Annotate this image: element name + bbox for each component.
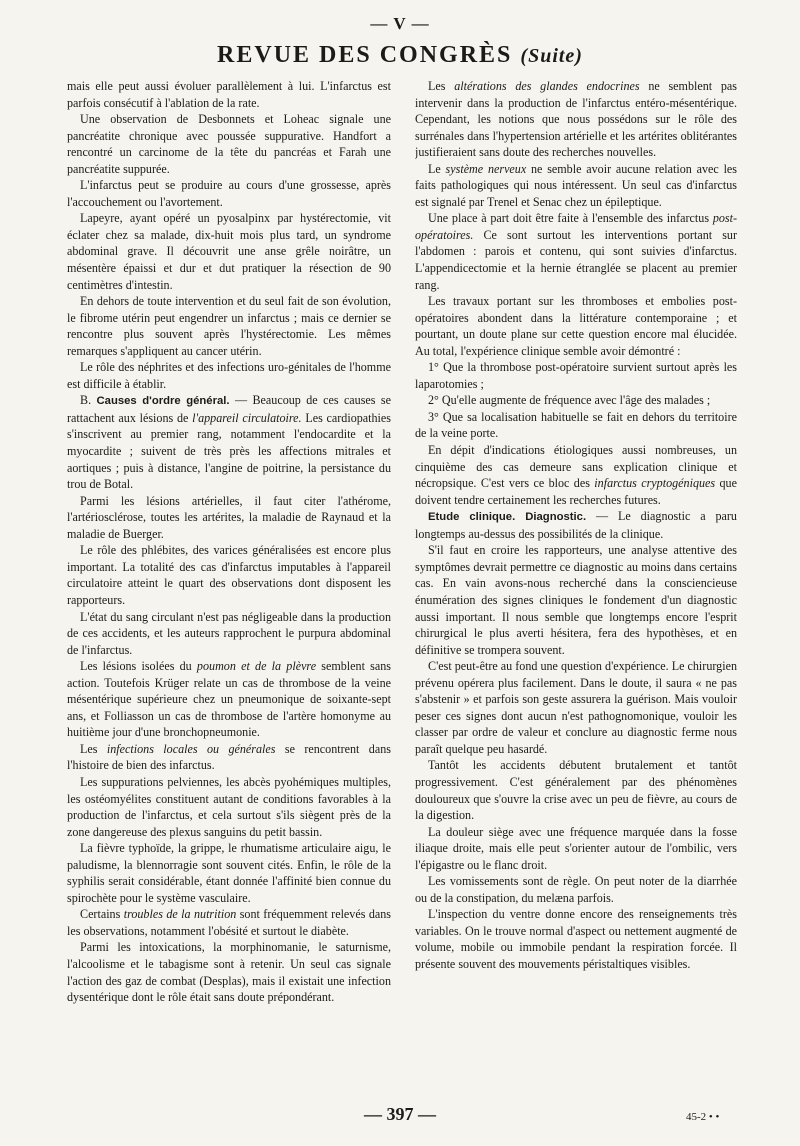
paragraph [415, 906, 737, 972]
header-page-number: — V — [370, 14, 430, 33]
text-run: Les vomissements sont de règle. On peut noter de la diarrhée ou de la constipation, du melæna parfois. [415, 874, 737, 905]
paragraph [67, 658, 391, 741]
paragraph [415, 210, 737, 293]
paragraph [67, 210, 391, 293]
text-run: mais elle peut aussi évoluer parallèlement à lui. L'infarctus est parfois consécutif à l'ablation de la rate. [67, 79, 391, 110]
text-run: Les cardiopathies s'inscrivent au premier rang, notamment l'endocardite et la myocardite ; suivent de très près les affections mitrales et aortiques ; puis à distance, l'angine de poitrine, la persistance du trou de Botal. [67, 410, 391, 492]
italic-phrase: infections locales ou générales [106, 741, 276, 756]
text-run: ne semble avoir aucune relation avec les faits pathologiques qui nous intéressent. Un seul cas d'infarctus est signalé par Trenel et Senac chez un épileptique. [415, 161, 737, 209]
paragraph [67, 78, 391, 111]
italic-phrase: post-opératoires. [415, 211, 737, 242]
paragraph [67, 939, 391, 1005]
text-run: L'infarctus peut se produire au cours d'une grossesse, après l'accouchement ou l'avortement. [67, 178, 391, 209]
text-run: Les suppurations pelviennes, les abcès pyohémiques multiples, les ostéomyélites constituent autant de conditions favorables à la production de l'infarctus, et cela surtout s'ils siègent près de la zone dangereuse des plexus sanguins du petit bassin. [67, 774, 391, 839]
paragraph [415, 873, 737, 906]
paragraph [415, 359, 737, 392]
text-run: Une place à part doit être faite à l'ensemble des infarctus [428, 211, 713, 226]
text-run: Ce sont surtout les interventions portant sur l'abdomen : parois et contenu, qui sont suivies d'infarctus. L'appendicectomie et la hernie étranglée se placent au premier rang. [415, 227, 737, 292]
paragraph [415, 658, 737, 757]
footer-page-number: — 397 — [364, 1104, 436, 1124]
text-run: S'il faut en croire les rapporteurs, une analyse attentive des symptômes devrait permettre ce diagnostic au moins dans certains cas. En vain avons-nous recherché dans la consciencieuse énumération des signes cliniques le fondement d'un diagnostic aussi important. Il nous semble que longtemps encore l'esprit chirurgical le plus averti hésitera, fera des hypothèses, et en définitive se trompera souvent. [415, 543, 737, 657]
text-run: La douleur siège avec une fréquence marquée dans la fosse iliaque droite, mais elle peut s'orienter autour de l'ombilic, vers l'épigastre ou le flanc droit. [415, 824, 737, 872]
text-run: Les travaux portant sur les thromboses et embolies post-opératoires abondent dans la littérature contemporaine ; et pourtant, un doute plane sur cette question encore mal élucidée. Au total, l'expérience clinique semble avoir démontré : [415, 294, 737, 358]
right-text-column [415, 78, 737, 1100]
paragraph [67, 493, 391, 543]
paragraph [67, 359, 391, 392]
paragraph [415, 442, 737, 508]
paragraph [67, 293, 391, 359]
italic-phrase: altérations des glandes endocrines [454, 79, 640, 93]
paragraph [67, 741, 391, 774]
paragraph [415, 293, 737, 359]
text-run: que doivent tendre certainement les recherches futures. [415, 476, 737, 507]
text-run: Certains [80, 907, 124, 922]
paragraph [415, 824, 737, 874]
page-title-suffix: (Suite) [520, 45, 583, 67]
text-run: Parmi les intoxications, la morphinomanie, le saturnisme, l'alcoolisme et le tabagisme sont à retenir. Un seul cas signale l'action des gaz de combat (Desplas), mais il existait une infection dysentérique dont le rôle était sans doute prépondérant. [67, 940, 391, 1005]
text-run: Lapeyre, ayant opéré un pyosalpinx par hystérectomie, vit éclater chez sa malade, dix-huit mois plus tard, un syndrome abdominal grave. Il découvrit une anse grêle noirâtre, un mésentère épaissi et dur et dut pratiquer la résection de 90 centimètres d'intestin. [67, 211, 391, 292]
text-run: La fièvre typhoïde, la grippe, le rhumatisme articulaire aigu, le paludisme, la blennorragie sont souvent cités. Enfin, le rôle de la syphilis serait considérable, étant donnée l'affinité bien connue du spirochète pour le système vasculaire. [67, 841, 391, 905]
page-title-main: REVUE DES CONGRÈS [217, 42, 513, 68]
text-run: Une observation de Desbonnets et Loheac signale une pancréatite chronique avec poussée suppurative. Handfort a rencontré un carcinome de la tête du pancréas et Farah une pancréatite suppurée. [67, 112, 391, 176]
text-run: sont fréquemment relevés dans les observations, notamment l'obésité et surtout le diabète. [67, 907, 391, 938]
text-run: — Beaucoup de ces causes se rattachent aux lésions de [67, 393, 391, 425]
text-run: Le rôle des phlébites, des varices généralisées est encore plus important. La totalité des cas d'infarctus imputables à l'appareil circulatoire atteint le quart des observations dont disposent les rapporteurs. [67, 543, 391, 607]
paragraph [67, 840, 391, 906]
text-run: 1° Que la thrombose post-opératoire survient surtout après les laparotomies ; [415, 360, 737, 391]
paragraph [67, 542, 391, 608]
text-run: Parmi les lésions artérielles, il faut citer l'athérome, l'artériosclérose, toutes les artérites, la maladie de Raynaud et la maladie de Buerger. [67, 493, 391, 541]
paragraph [415, 409, 737, 442]
text-run: 3° Que sa localisation habituelle se fait en dehors du territoire de la veine porte. [415, 409, 737, 441]
text-run: ne semblent pas intervenir dans la production de l'infarctus entéro-mésentérique. Cependant, les notions que nous possédons sur le rôle des surrénales dans l'hypertension artérielle et les artérites oblitérantes justifieraient sans doute des recherches nouvelles. [415, 79, 737, 160]
text-run: Tantôt les accidents débutent brutalement et tantôt progressivement. C'est généralement par des phénomènes douloureux que s'ouvre la crise avec un peu de fièvre, au cours de la digestion. [415, 758, 737, 823]
paragraph [67, 774, 391, 840]
text-run: Les lésions isolées du [80, 659, 197, 674]
italic-phrase: poumon et de la plèvre [196, 659, 317, 674]
text-run: En dépit d'indications étiologiques aussi nombreuses, un cinquième des cas demeure sans explication clinique et nécropsique. C'est vers ce bloc des [415, 443, 737, 491]
text-run: Les [80, 741, 107, 756]
paragraph [415, 757, 737, 823]
italic-phrase: infarctus cryptogéniques [594, 476, 716, 491]
paragraph [415, 542, 737, 658]
paragraph [67, 392, 391, 492]
italic-phrase: système nerveux [445, 161, 527, 176]
text-run: Le rôle des néphrites et des infections uro-génitales de l'homme est difficile à établir. [67, 360, 391, 391]
page-title [0, 42, 800, 69]
text-run: L'état du sang circulant n'est pas négligeable dans la production de ces accidents, et les auteurs rapprochent le purpura abdominal de l'infarctus. [67, 609, 391, 657]
text-run: B. [80, 393, 97, 408]
italic-phrase: troubles de la nutrition [123, 907, 237, 922]
text-run: — Le diagnostic a paru longtemps au-dessus des possibilités de la clinique. [415, 509, 737, 541]
section-heading: Etude clinique. Diagnostic. [428, 511, 587, 524]
text-run: L'inspection du ventre donne encore des renseignements très variables. On le trouve normal d'aspect ou nettement augmenté de volume, mobile ou immobile pendant la respiration forcée. Il présente souvent des mouvements péristaltiques visibles. [415, 907, 737, 971]
footer-code: 45-2 • • [686, 1111, 720, 1123]
italic-phrase: l'appareil circulatoire. [192, 410, 302, 425]
paragraph [415, 78, 737, 161]
text-run: Le [428, 161, 446, 176]
section-heading: Causes d'ordre général. [96, 395, 230, 408]
text-run: 2° Qu'elle augmente de fréquence avec l'âge des malades ; [428, 393, 711, 408]
paragraph [67, 177, 391, 210]
text-run: se rencontrent dans l'histoire de bien des infarctus. [67, 741, 391, 773]
text-run: En dehors de toute intervention et du seul fait de son évolution, le fibrome utérin peut engendrer un infarctus ; mais ce dernier se rencontre plus souvent après l'hystérectomie. Les mêmes remarques s'appliquent au cancer utérin. [67, 294, 391, 358]
paragraph [67, 609, 391, 659]
text-run: C'est peut-être au fond une question d'expérience. Le chirurgien prévenu opérera plus facilement. Dans le doute, il saura « ne pas s'abstenir » et parfois son geste assurera la guérison. Mais vouloir peser ces signes dont aucun n'est pathognomonique, vouloir les classer par ordre de valeur et conclure au diagnostic ferme nous paraît quelque peu hasardé. [415, 659, 737, 756]
left-text-column [67, 78, 391, 1100]
paragraph [415, 392, 737, 409]
text-run: Les [428, 79, 455, 93]
paragraph [67, 111, 391, 177]
paragraph [415, 508, 737, 542]
text-run: semblent sans action. Toutefois Krüger relate un cas de thrombose de la veine mésentérique supérieure chez un pneumonique de soixante-sept ans, et Folliasson un cas de thrombose de l'artère homonyme au huitième jour d'une bronchopneumonie. [67, 659, 391, 740]
paragraph [67, 906, 391, 939]
paragraph [415, 161, 737, 211]
